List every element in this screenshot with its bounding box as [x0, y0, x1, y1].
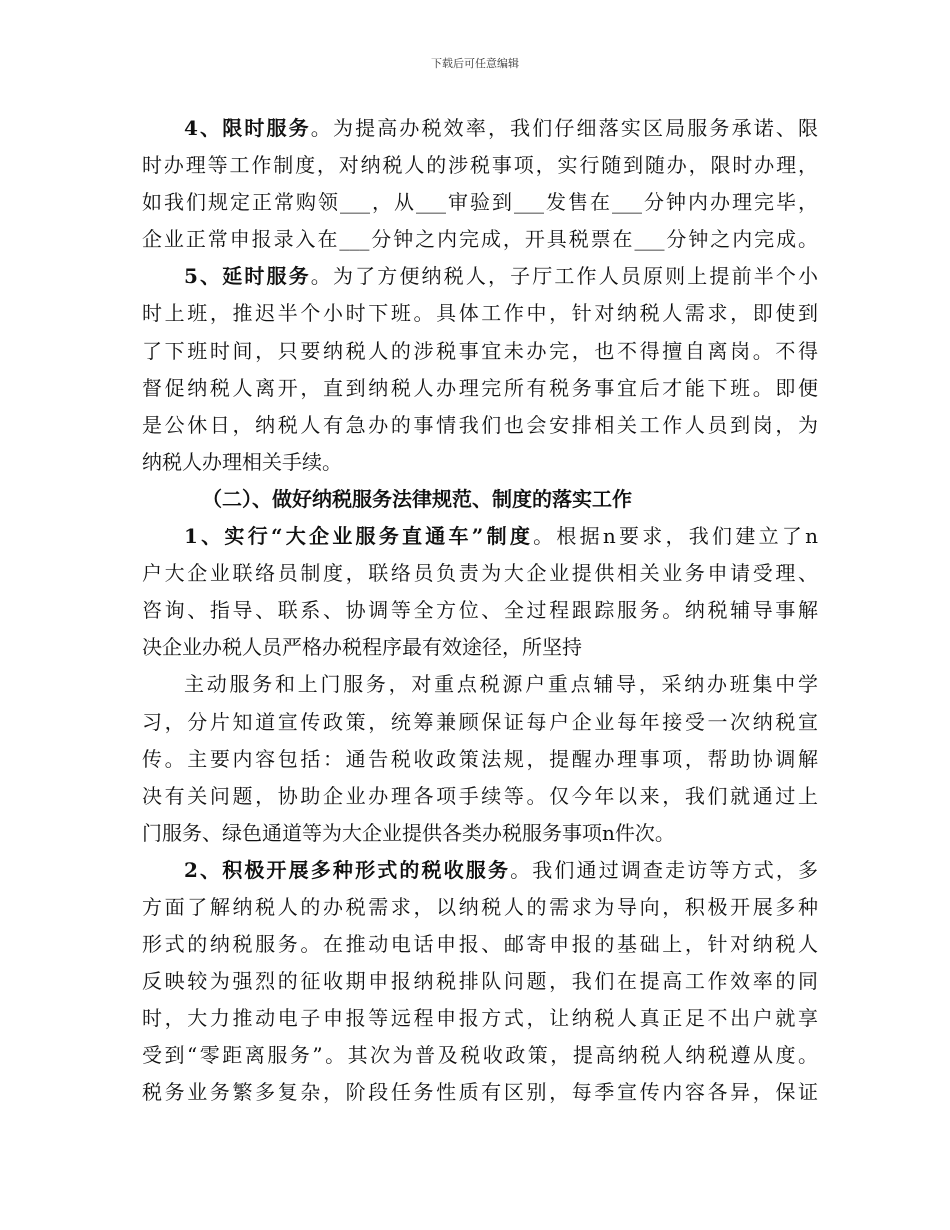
- text-run: 时，大力推动电子申报等远程申报方式，让纳税人真正足不出户就享: [142, 1006, 818, 1031]
- text-run: 纳税人办理相关手续。: [142, 449, 342, 474]
- paragraph-line: [142, 741, 818, 778]
- text-run: 习，分片知道宣传政策，统筹兼顾保证每户企业每年接受一次纳税宣: [142, 709, 818, 734]
- paragraph-line: [142, 258, 818, 295]
- document-body: [142, 110, 818, 1112]
- paragraph-line: [142, 184, 818, 221]
- section-heading: [142, 481, 818, 518]
- paragraph-line: [142, 333, 818, 370]
- paragraph-line: [142, 1000, 818, 1037]
- paragraph-line: [142, 666, 818, 703]
- bold-run: 5、延时服务: [184, 264, 311, 289]
- paragraph-line: [142, 629, 818, 666]
- bold-run: 1、实行“大企业服务直通车”制度: [184, 524, 534, 549]
- bold-run: 4、限时服务: [184, 116, 311, 140]
- paragraph-line: [142, 963, 818, 1000]
- paragraph-line: [142, 926, 818, 963]
- paragraph-line: [142, 592, 818, 629]
- text-run: 。为提高办税效率，我们仔细落实区局服务承诺、限: [310, 116, 819, 140]
- text-run: 督促纳税人离开，直到纳税人办理完所有税务事宜后才能下班。即便: [142, 375, 818, 400]
- text-run: 时上班，推迟半个小时下班。具体工作中，针对纳税人需求，即使到: [142, 301, 818, 326]
- text-run: 了下班时间，只要纳税人的涉税事宜未办完，也不得擅自离岗。不得: [142, 338, 818, 363]
- page-header-note: 下载后可任意编辑: [431, 57, 519, 70]
- text-run: 门服务、绿色通道等为大企业提供各类办税服务事项n件次。: [142, 820, 675, 845]
- text-run: 咨询、指导、联系、协调等全方位、全过程跟踪服务。纳税辅导事解: [142, 598, 818, 623]
- paragraph-line: [142, 295, 818, 332]
- text-run: 决有关问题，协助企业办理各项手续等。仅今年以来，我们就通过上: [142, 783, 818, 808]
- text-run: 形式的纳税服务。在推动电话申报、邮寄申报的基础上，针对纳税人: [142, 932, 818, 957]
- text-run: 税务业务繁多复杂，阶段任务性质有区别，每季宣传内容各异，保证: [142, 1080, 818, 1105]
- paragraph-line: [142, 555, 818, 592]
- text-run: 是公休日，纳税人有急办的事情我们也会安排相关工作人员到岗，为: [142, 412, 818, 437]
- paragraph-line: [142, 704, 818, 741]
- text-run: 企业正常申报录入在___分钟之内完成，开具税票在___分钟之内完成。: [142, 227, 818, 252]
- text-run: 。我们通过调查走访等方式，多: [510, 857, 819, 882]
- paragraph-line: [142, 370, 818, 407]
- paragraph-line: [142, 815, 818, 852]
- text-run: 。根据n要求，我们建立了n: [533, 524, 818, 549]
- paragraph-line: [142, 1074, 818, 1111]
- text-run: 如我们规定正常购领___，从___审验到___发售在___分钟内办理完毕，: [142, 190, 818, 215]
- paragraph-line: [142, 110, 818, 147]
- text-run: 传。主要内容包括：通告税收政策法规，提醒办理事项，帮助协调解: [142, 746, 818, 771]
- paragraph-line: [142, 407, 818, 444]
- paragraph-line: [142, 518, 818, 555]
- text-run: 反映较为强烈的征收期申报纳税排队问题，我们在提高工作效率的同: [142, 969, 818, 994]
- paragraph-line: [142, 1037, 818, 1074]
- paragraph-line: [142, 778, 818, 815]
- text-run: 决企业办税人员严格办税程序最有效途径，所坚持: [142, 635, 582, 660]
- text-run: 受到“零距离服务”。其次为普及税收政策，提高纳税人纳税遵从度。: [142, 1043, 818, 1068]
- paragraph-line: [142, 889, 818, 926]
- text-run: 。为了方便纳税人，子厅工作人员原则上提前半个小: [310, 264, 819, 289]
- text-run: 户大企业联络员制度，联络员负责为大企业提供相关业务申请受理、: [142, 561, 818, 586]
- text-run: 主动服务和上门服务，对重点税源户重点辅导，采纳办班集中学: [184, 672, 818, 697]
- text-run: 时办理等工作制度，对纳税人的涉税事项，实行随到随办，限时办理，: [142, 153, 818, 178]
- paragraph-line: [142, 852, 818, 889]
- text-run: 方面了解纳税人的办税需求，以纳税人的需求为导向，积极开展多种: [142, 894, 818, 919]
- paragraph-line: [142, 444, 818, 481]
- paragraph-line: [142, 221, 818, 258]
- paragraph-line: [142, 147, 818, 184]
- bold-run: 2、积极开展多种形式的税收服务: [184, 857, 511, 882]
- heading-text: （二）、做好纳税服务法律规范、制度的落实工作: [202, 486, 632, 511]
